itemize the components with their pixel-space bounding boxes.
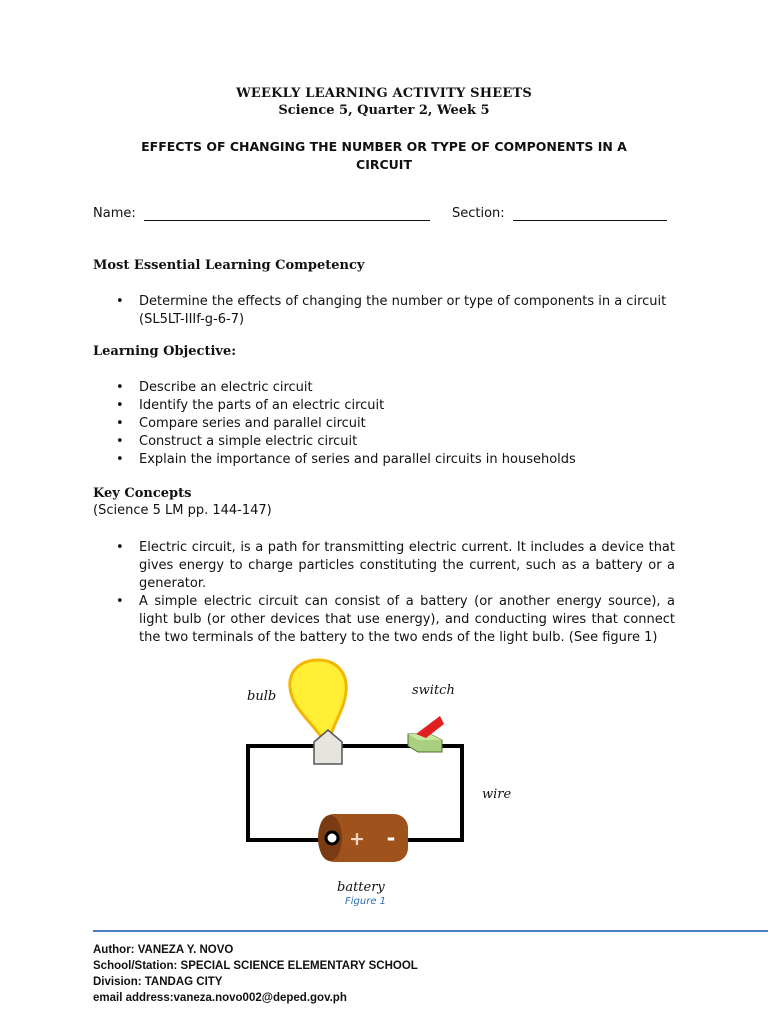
objectives-heading: Learning Objective: — [93, 344, 237, 359]
battery-plus: + — [349, 828, 365, 850]
sheet-subtitle: Science 5, Quarter 2, Week 5 — [278, 103, 490, 118]
objective-item: • Compare series and parallel circuit — [93, 415, 693, 433]
objective-item: • Describe an electric circuit — [93, 379, 693, 397]
bulb-glass — [290, 660, 346, 738]
key-concepts-heading: Key Concepts — [93, 486, 192, 501]
figure-caption: Figure 1 — [345, 896, 387, 907]
bulb-icon — [290, 660, 346, 764]
concept-item: • A simple electric circuit can consist of a battery (or another energy source), a light bulb (or other devices that use energy), and conducting wires that connect the two terminals of the battery to the two ends of the light bulb. (See figure 1) — [93, 593, 675, 647]
battery-icon — [318, 814, 408, 862]
switch-lever — [416, 716, 444, 738]
battery-label: battery — [337, 880, 385, 895]
key-concepts-reference: (Science 5 LM pp. 144-147) — [93, 503, 272, 518]
topic-title-line2: CIRCUIT — [356, 157, 412, 172]
wire-label: wire — [482, 787, 512, 802]
melc-list — [93, 293, 683, 329]
section-field-line[interactable] — [513, 206, 667, 221]
melc-item: • Determine the effects of changing the number or type of components in a circuit (SL5LT-IIIf-g-6-7) — [93, 293, 683, 329]
footer-info — [93, 942, 418, 1006]
bulb-label: bulb — [247, 689, 277, 704]
objective-item: • Explain the importance of series and parallel circuits in households — [93, 451, 693, 469]
melc-heading: Most Essential Learning Competency — [93, 258, 365, 273]
sheet-title: WEEKLY LEARNING ACTIVITY SHEETS — [236, 86, 532, 101]
footer-author: Author: VANEZA Y. NOVO — [93, 944, 234, 956]
footer-email: email address:vaneza.novo002@deped.gov.ph — [93, 992, 347, 1004]
name-field-line[interactable] — [144, 206, 430, 221]
name-row — [93, 206, 430, 221]
objective-item: • Construct a simple electric circuit — [93, 433, 693, 451]
footer-division: Division: TANDAG CITY — [93, 976, 223, 988]
section-label: Section: — [452, 206, 505, 221]
battery-minus: - — [386, 826, 396, 850]
footer-school: School/Station: SPECIAL SCIENCE ELEMENTARY SCHOOL — [93, 960, 418, 972]
key-concepts-list — [93, 539, 675, 647]
topic-title — [0, 138, 768, 174]
switch-label: switch — [412, 683, 455, 698]
objectives-list — [93, 379, 693, 469]
battery-terminal — [326, 832, 338, 844]
switch-icon — [408, 716, 444, 752]
circuit-diagram — [0, 650, 768, 910]
concept-item: • Electric circuit, is a path for transmitting electric current. It includes a device that gives energy to charge particles constituting the current, such as a battery or a generator. — [93, 539, 675, 593]
name-label: Name: — [93, 206, 136, 221]
section-row — [452, 206, 667, 221]
topic-title-line1: EFFECTS OF CHANGING THE NUMBER OR TYPE OF COMPONENTS IN A — [141, 139, 627, 154]
footer-divider — [93, 930, 768, 932]
objective-item: • Identify the parts of an electric circuit — [93, 397, 693, 415]
